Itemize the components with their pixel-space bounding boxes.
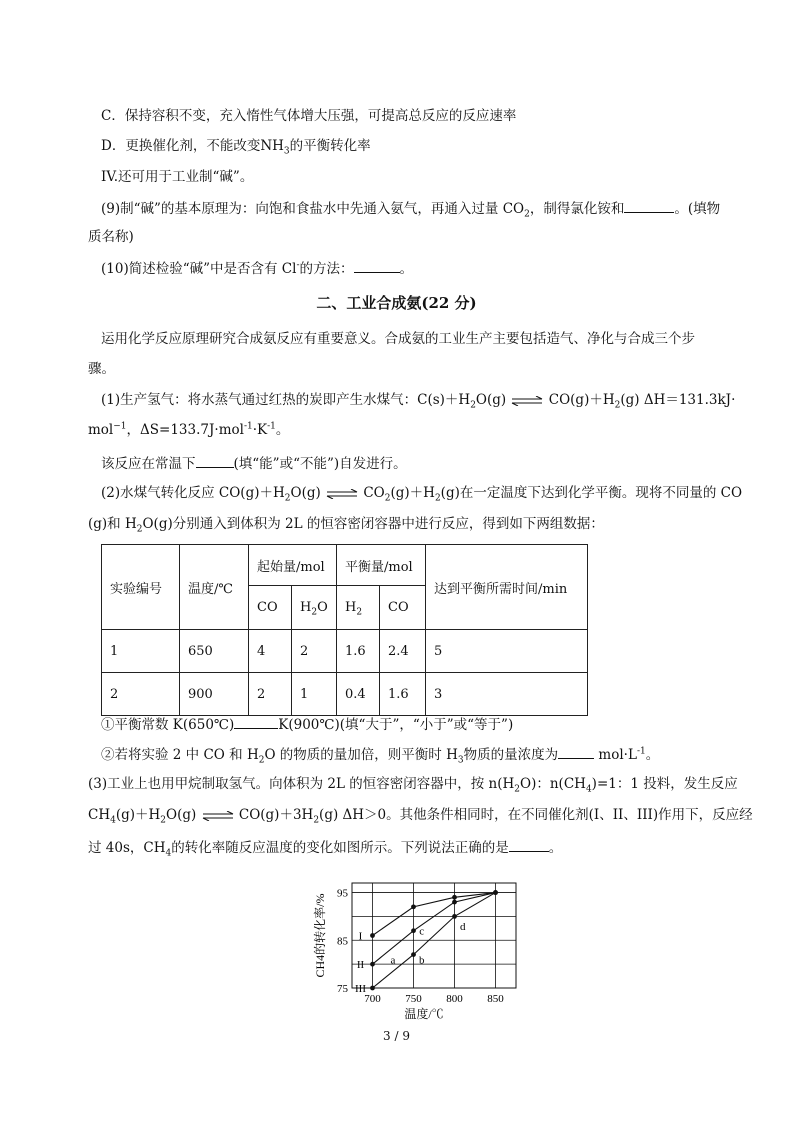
q2-l2-a: (g)和 H: [88, 516, 137, 532]
section-iv: IV.还可用于工业制“碱”。: [101, 169, 254, 185]
header-temp: 温度/℃: [180, 545, 249, 630]
data-point: [452, 895, 457, 900]
table-cell: 1: [292, 673, 337, 716]
header-co-eq: CO: [380, 586, 426, 630]
sub: 2: [356, 607, 363, 618]
answer-blank[interactable]: [624, 198, 674, 213]
data-point: [411, 904, 416, 909]
sub: 3: [457, 755, 464, 766]
sub: 4: [165, 848, 172, 859]
series-label: I: [358, 930, 363, 943]
data-table: [101, 544, 588, 716]
x-tick-label: 700: [364, 993, 381, 1005]
table-cell: 900: [180, 673, 249, 716]
q3-l2-d: CO(g)＋3H: [238, 807, 314, 823]
q9-tail: 。(填物: [674, 201, 721, 217]
table-cell: 2: [249, 673, 292, 716]
s2-end: 。: [645, 747, 660, 763]
q3-l3-c: 。: [548, 840, 563, 856]
y-tick-label: 95: [337, 887, 348, 900]
question-9-line2: 质名称): [88, 229, 134, 245]
q3-c: )=1：1 投料，发生反应: [591, 776, 738, 792]
s1-text: ①平衡常数 K(650℃): [101, 717, 235, 733]
q3-b: O)：n(CH: [520, 776, 586, 792]
header-co: CO: [249, 586, 292, 630]
question-1-line2: [88, 421, 289, 439]
data-point: [370, 933, 375, 938]
q2-l2-b: O(g)分别通入到体积为 2L 的恒容密闭容器中进行反应，得到如下两组数据：: [142, 516, 604, 532]
table-cell: 5: [426, 630, 588, 673]
question-2: [101, 484, 742, 502]
q1-l2-d: 。: [275, 422, 290, 438]
q10-tail: 。: [399, 261, 413, 277]
q3-l2-e: (g) ΔH＞0。其他条件相同时，在不同催化剂(I、II、III)作用下，反应经: [319, 807, 753, 823]
question-10: [101, 258, 413, 278]
q3-l2-a: CH: [88, 807, 111, 823]
point-label: d: [459, 920, 466, 933]
s2-text-3: 物质的量浓度为: [463, 747, 559, 763]
q1-text-4: (g) ΔH＝131.3kJ·: [620, 392, 736, 408]
q9-text-2: ，制得氯化铵和: [529, 201, 625, 217]
q1-l3-b: (填“能”或“不能”)自发进行。: [233, 456, 407, 472]
data-point: [493, 890, 498, 895]
x-tick-label: 750: [405, 993, 422, 1005]
equilibrium-arrow-icon: [325, 489, 359, 499]
section-title: 二、工业合成氨(22 分): [316, 294, 477, 312]
h2o-o: O: [317, 600, 328, 615]
q2-text-4: (g)＋H: [390, 485, 435, 501]
x-axis-label: 温度/℃: [404, 1007, 444, 1021]
series-label: II: [356, 959, 365, 972]
answer-blank[interactable]: [558, 744, 594, 759]
s2-text: ②若将实验 2 中 CO 和 H: [101, 747, 259, 763]
s2-unit: mol·L: [598, 747, 637, 763]
answer-blank[interactable]: [196, 453, 234, 468]
sup: -1: [243, 421, 253, 432]
header-eq: 平衡量/mol: [337, 545, 426, 586]
intro-line-1: 运用化学反应原理研究合成氨反应有重要意义。合成氨的工业生产主要包括造气、净化与合成三个步: [101, 331, 695, 347]
y-axis-label: CH4的转化率/%: [313, 893, 327, 978]
q3-l3-a: 过 40s，CH: [88, 840, 166, 856]
data-point: [411, 952, 416, 957]
y-tick-label: 75: [337, 983, 348, 995]
sub: 2: [284, 493, 291, 504]
sub: 2: [434, 493, 441, 504]
q9-text: (9)制“碱”的基本原理为：向饱和食盐水中先通入氨气，再通入过量 CO: [101, 201, 525, 217]
question-3-line2: [88, 806, 753, 824]
sup: -1: [267, 421, 276, 432]
answer-blank[interactable]: [354, 258, 400, 273]
sub: 2: [311, 607, 318, 618]
s2-text-2: O 的物质的量加倍，则平衡时 H: [264, 747, 458, 763]
table-cell: 0.4: [337, 673, 380, 716]
sup: −1: [113, 421, 127, 432]
point-label: b: [418, 954, 425, 967]
q1-l3-a: 该反应在常温下: [101, 456, 196, 472]
q2-text-3: CO: [363, 485, 385, 501]
h2-h: H: [345, 600, 357, 615]
sub-question-1: [101, 714, 513, 734]
sub: 2: [384, 493, 391, 504]
q2-text-2: O(g): [290, 485, 321, 501]
header-h2: [337, 586, 380, 630]
table-cell: 2.4: [380, 630, 426, 673]
q2-text: (2)水煤气转化反应 CO(g)＋H: [101, 485, 285, 501]
sup: -: [296, 260, 300, 271]
table-row: [102, 673, 588, 716]
data-point: [452, 900, 457, 905]
q10-text: (10)简述检验“碱”中是否含有 Cl: [101, 261, 297, 277]
question-1: [101, 391, 735, 409]
question-3-line3: [88, 837, 562, 857]
question-9: [101, 198, 720, 218]
h2o-h: H: [300, 600, 312, 615]
q3-l3-b: 的转化率随反应温度的变化如图所示。下列说法正确的是: [171, 840, 509, 856]
q1-l2-a: mol: [88, 422, 114, 438]
equilibrium-arrow-icon: [510, 396, 544, 406]
header-start: 起始量/mol: [249, 545, 337, 586]
q1-text-2: O(g): [475, 392, 507, 408]
question-2-line2: [88, 515, 604, 533]
q1-text: (1)生产氢气：将水蒸气通过红热的炭即产生水煤气：C(s)＋H: [101, 392, 471, 408]
question-1-line3: [101, 453, 407, 473]
q2-text-5: (g)在一定温度下达到化学平衡。现将不同量的 CO: [440, 485, 743, 501]
header-h2o: [292, 586, 337, 630]
sub: 2: [514, 784, 521, 795]
option-d: [101, 137, 371, 155]
table-cell: 650: [180, 630, 249, 673]
sub: 2: [470, 400, 476, 411]
table-cell: 3: [426, 673, 588, 716]
answer-blank[interactable]: [509, 837, 549, 852]
q3-a: (3)工业上也用甲烷制取氢气。向体积为 2L 的恒容密闭容器中，按 n(H: [88, 776, 515, 792]
page-number: 3 / 9: [383, 1029, 410, 1043]
data-point: [370, 962, 375, 967]
series-label: III: [355, 983, 366, 995]
point-label: a: [390, 954, 396, 967]
header-time: 达到平衡所需时间/min: [426, 545, 588, 630]
sub: 2: [524, 209, 530, 220]
sub: 2: [313, 815, 320, 826]
q3-l2-c: O(g): [166, 807, 197, 823]
table-cell: 1.6: [380, 673, 426, 716]
q1-l2-c: ·K: [252, 422, 268, 438]
s1-text-2: K(900℃)(填“大于”，“小于”或“等于”): [278, 717, 514, 733]
point-label: c: [419, 925, 425, 938]
q1-l2-b: ，ΔS=133.7J·mol: [126, 422, 244, 438]
question-3: [88, 775, 738, 793]
intro-line-2: 骤。: [88, 361, 115, 377]
q3-l2-b: (g)＋H: [115, 807, 161, 823]
option-c: C．保持容积不变，充入惰性气体增大压强，可提高总反应的反应速率: [101, 108, 517, 124]
table-cell: 1: [102, 630, 180, 673]
sub-question-2: [101, 744, 659, 764]
sup: -1: [636, 746, 646, 757]
sub: 2: [258, 755, 265, 766]
data-point: [370, 986, 375, 991]
data-point: [452, 914, 457, 919]
option-d-text-tail: 的平衡转化率: [289, 138, 371, 154]
header-exp: 实验编号: [102, 545, 180, 630]
sub: 2: [614, 400, 621, 411]
x-tick-label: 800: [446, 993, 463, 1005]
table-cell: 1.6: [337, 630, 380, 673]
sub: 2: [160, 815, 167, 826]
answer-blank[interactable]: [234, 714, 278, 729]
y-tick-label: 85: [337, 935, 348, 948]
series-line-I: [373, 893, 496, 936]
table-cell: 2: [292, 630, 337, 673]
sub: 2: [136, 524, 143, 535]
q1-text-3: CO(g)＋H: [548, 392, 615, 408]
table-cell: 2: [102, 673, 180, 716]
sub: 4: [585, 784, 592, 795]
table-cell: 4: [249, 630, 292, 673]
sub: 3: [283, 146, 290, 157]
sub: 4: [110, 815, 116, 826]
table-row: [102, 630, 588, 673]
option-d-text: D．更换催化剂，不能改变NH: [101, 138, 284, 154]
data-point: [411, 928, 416, 933]
conversion-chart: [300, 878, 530, 1028]
equilibrium-arrow-icon: [201, 811, 235, 821]
x-tick-label: 850: [487, 993, 504, 1005]
q10-text-2: 的方法：: [299, 261, 354, 277]
